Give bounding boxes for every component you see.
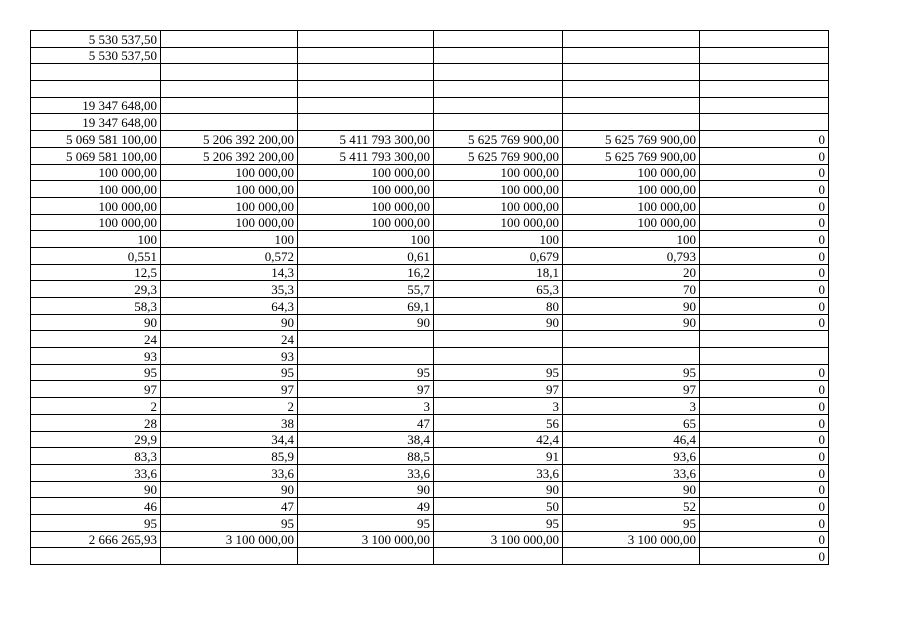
table-row (31, 197, 829, 214)
table-cell: 100 (434, 231, 563, 248)
table-cell: 100 000,00 (161, 164, 298, 181)
table-cell: 3 100 000,00 (563, 531, 700, 548)
table-cell: 0 (700, 298, 829, 315)
table-row (31, 364, 829, 381)
table-cell (563, 348, 700, 365)
table-cell: 0 (700, 498, 829, 515)
table-cell (434, 31, 563, 48)
table-cell: 33,6 (563, 464, 700, 481)
table-cell: 47 (298, 414, 434, 431)
table-row (31, 281, 829, 298)
table-cell (563, 64, 700, 81)
table-cell (700, 31, 829, 48)
table-cell: 0 (700, 514, 829, 531)
table-cell: 2 666 265,93 (31, 531, 161, 548)
table-cell: 95 (298, 364, 434, 381)
table-cell: 100 000,00 (298, 214, 434, 231)
table-row (31, 97, 829, 114)
table-cell (700, 348, 829, 365)
table-cell: 100 000,00 (563, 214, 700, 231)
table-row (31, 314, 829, 331)
table-cell: 5 625 769 900,00 (563, 131, 700, 148)
table-cell (563, 47, 700, 64)
table-cell: 0 (700, 131, 829, 148)
table-cell: 80 (434, 298, 563, 315)
table-cell: 29,3 (31, 281, 161, 298)
table-cell: 100 000,00 (434, 197, 563, 214)
table-cell: 95 (31, 514, 161, 531)
table-cell: 24 (31, 331, 161, 348)
table-cell: 46 (31, 498, 161, 515)
table-cell: 97 (563, 381, 700, 398)
table-cell: 97 (161, 381, 298, 398)
table-cell: 38,4 (298, 431, 434, 448)
table-cell: 100 000,00 (563, 197, 700, 214)
table-cell: 18,1 (434, 264, 563, 281)
table-cell: 90 (434, 481, 563, 498)
table-cell (298, 548, 434, 565)
table-cell: 16,2 (298, 264, 434, 281)
table-cell: 100 000,00 (161, 214, 298, 231)
table-row (31, 398, 829, 415)
table-cell: 95 (434, 364, 563, 381)
table-cell: 0 (700, 531, 829, 548)
table-cell: 0,551 (31, 247, 161, 264)
table-cell (700, 331, 829, 348)
table-cell: 100 000,00 (434, 164, 563, 181)
table-cell: 38 (161, 414, 298, 431)
table-cell: 28 (31, 414, 161, 431)
table-row (31, 81, 829, 98)
table-cell: 0 (700, 414, 829, 431)
table-cell: 83,3 (31, 448, 161, 465)
table-cell: 20 (563, 264, 700, 281)
table-row (31, 31, 829, 48)
table-cell: 50 (434, 498, 563, 515)
table-cell: 90 (31, 481, 161, 498)
table-cell (161, 47, 298, 64)
table-cell: 100 000,00 (298, 164, 434, 181)
table-cell: 42,4 (434, 431, 563, 448)
table-cell: 29,9 (31, 431, 161, 448)
table-cell: 46,4 (563, 431, 700, 448)
table-cell (161, 64, 298, 81)
table-cell (700, 114, 829, 131)
table-cell: 0 (700, 364, 829, 381)
table-cell: 93 (161, 348, 298, 365)
table-row (31, 448, 829, 465)
table-cell: 56 (434, 414, 563, 431)
table-cell (298, 114, 434, 131)
table-cell: 5 411 793 300,00 (298, 147, 434, 164)
table-cell: 100 000,00 (434, 214, 563, 231)
table-cell: 95 (31, 364, 161, 381)
table-cell: 100 000,00 (434, 181, 563, 198)
table-cell: 100 000,00 (31, 197, 161, 214)
table-cell (700, 64, 829, 81)
table-cell: 5 530 537,50 (31, 31, 161, 48)
table-cell (434, 331, 563, 348)
table-row (31, 514, 829, 531)
table-row (31, 164, 829, 181)
table-cell: 33,6 (298, 464, 434, 481)
table-cell: 2 (161, 398, 298, 415)
table-cell: 100 000,00 (31, 214, 161, 231)
table-cell: 69,1 (298, 298, 434, 315)
table-cell (434, 548, 563, 565)
table-cell: 0,679 (434, 247, 563, 264)
table-cell: 49 (298, 498, 434, 515)
table-cell: 0 (700, 281, 829, 298)
table-body (31, 31, 829, 565)
table-cell: 14,3 (161, 264, 298, 281)
table-cell: 93,6 (563, 448, 700, 465)
table-row (31, 498, 829, 515)
table-cell: 0 (700, 231, 829, 248)
table-cell (563, 331, 700, 348)
table-cell: 100 (563, 231, 700, 248)
table-cell: 5 625 769 900,00 (434, 147, 563, 164)
table-cell: 55,7 (298, 281, 434, 298)
table-cell: 3 100 000,00 (298, 531, 434, 548)
table-cell: 64,3 (161, 298, 298, 315)
table-cell (563, 97, 700, 114)
table-cell: 95 (434, 514, 563, 531)
table-cell: 85,9 (161, 448, 298, 465)
table-cell: 5 625 769 900,00 (563, 147, 700, 164)
table-cell: 5 625 769 900,00 (434, 131, 563, 148)
table-cell: 33,6 (161, 464, 298, 481)
table-cell: 2 (31, 398, 161, 415)
table-cell: 100 (161, 231, 298, 248)
table-cell: 100 000,00 (563, 164, 700, 181)
table-cell: 70 (563, 281, 700, 298)
table-cell: 33,6 (434, 464, 563, 481)
table-cell (700, 47, 829, 64)
table-cell: 3 (298, 398, 434, 415)
table-cell: 97 (434, 381, 563, 398)
table-cell (434, 114, 563, 131)
table-cell: 100 000,00 (31, 181, 161, 198)
table-cell: 3 (434, 398, 563, 415)
table-cell (298, 31, 434, 48)
table-row (31, 331, 829, 348)
table-cell (161, 81, 298, 98)
table-cell: 5 411 793 300,00 (298, 131, 434, 148)
table-cell: 100 (298, 231, 434, 248)
table-cell (298, 47, 434, 64)
table-cell: 0 (700, 448, 829, 465)
table-cell (434, 64, 563, 81)
table-cell (563, 81, 700, 98)
table-row (31, 464, 829, 481)
table-cell: 100 000,00 (161, 181, 298, 198)
table-cell: 0 (700, 197, 829, 214)
table-cell (563, 548, 700, 565)
table-cell: 0 (700, 381, 829, 398)
table-cell (563, 31, 700, 48)
table-cell (298, 97, 434, 114)
table-row (31, 348, 829, 365)
table-cell (700, 81, 829, 98)
table-cell: 24 (161, 331, 298, 348)
table-cell: 0 (700, 164, 829, 181)
table-cell (700, 97, 829, 114)
table-cell: 90 (31, 314, 161, 331)
table-row (31, 147, 829, 164)
table-cell: 65,3 (434, 281, 563, 298)
table-cell: 0 (700, 314, 829, 331)
table-cell: 100 000,00 (31, 164, 161, 181)
table-cell (161, 97, 298, 114)
table-row (31, 214, 829, 231)
table-cell (563, 114, 700, 131)
table-row (31, 47, 829, 64)
table-cell: 90 (434, 314, 563, 331)
table-cell (298, 64, 434, 81)
table-row (31, 64, 829, 81)
table-cell: 90 (563, 314, 700, 331)
table-cell: 95 (161, 514, 298, 531)
table-row (31, 431, 829, 448)
table-cell: 3 100 000,00 (161, 531, 298, 548)
table-row (31, 114, 829, 131)
table-cell: 100 000,00 (161, 197, 298, 214)
table-row (31, 131, 829, 148)
table-row (31, 247, 829, 264)
table-cell: 0 (700, 264, 829, 281)
table-cell (161, 548, 298, 565)
table-cell: 100 000,00 (298, 197, 434, 214)
table-cell: 90 (161, 314, 298, 331)
table-cell: 0 (700, 481, 829, 498)
table-cell: 97 (31, 381, 161, 398)
data-table (30, 30, 829, 565)
table-cell (31, 81, 161, 98)
table-cell: 90 (563, 481, 700, 498)
table-cell: 90 (298, 481, 434, 498)
table-cell: 100 000,00 (298, 181, 434, 198)
table-cell: 100 (31, 231, 161, 248)
table-cell: 91 (434, 448, 563, 465)
table-row (31, 264, 829, 281)
table-cell: 95 (161, 364, 298, 381)
table-cell (31, 64, 161, 81)
table-cell: 0 (700, 147, 829, 164)
table-cell: 33,6 (31, 464, 161, 481)
table-cell: 19 347 648,00 (31, 97, 161, 114)
table-cell: 3 100 000,00 (434, 531, 563, 548)
table-cell: 88,5 (298, 448, 434, 465)
table-cell (31, 548, 161, 565)
table-cell: 93 (31, 348, 161, 365)
table-cell (298, 81, 434, 98)
table-row (31, 414, 829, 431)
table-cell: 0 (700, 247, 829, 264)
table-cell (434, 47, 563, 64)
table-row (31, 298, 829, 315)
table-cell (298, 348, 434, 365)
table-cell (161, 114, 298, 131)
table-cell: 0,793 (563, 247, 700, 264)
table-cell: 100 000,00 (563, 181, 700, 198)
table-cell: 65 (563, 414, 700, 431)
table-cell: 90 (563, 298, 700, 315)
table-cell (161, 31, 298, 48)
table-cell: 0,572 (161, 247, 298, 264)
table-cell: 5 069 581 100,00 (31, 131, 161, 148)
table-cell (434, 97, 563, 114)
table-cell: 52 (563, 498, 700, 515)
table-cell: 0 (700, 398, 829, 415)
table-cell: 95 (298, 514, 434, 531)
table-cell: 12,5 (31, 264, 161, 281)
table-row (31, 231, 829, 248)
table-cell (434, 81, 563, 98)
table-cell: 3 (563, 398, 700, 415)
table-cell: 95 (563, 514, 700, 531)
table-cell: 0 (700, 181, 829, 198)
table-cell: 19 347 648,00 (31, 114, 161, 131)
table-cell: 34,4 (161, 431, 298, 448)
table-row (31, 381, 829, 398)
table-cell: 35,3 (161, 281, 298, 298)
table-cell: 5 206 392 200,00 (161, 147, 298, 164)
table-row (31, 181, 829, 198)
table-row (31, 481, 829, 498)
table-cell: 0 (700, 431, 829, 448)
table-cell: 90 (161, 481, 298, 498)
table-row (31, 531, 829, 548)
table-cell: 95 (563, 364, 700, 381)
table-cell: 0,61 (298, 247, 434, 264)
table-cell: 5 206 392 200,00 (161, 131, 298, 148)
table-cell: 58,3 (31, 298, 161, 315)
table-cell (434, 348, 563, 365)
table-cell: 0 (700, 214, 829, 231)
table-cell: 5 530 537,50 (31, 47, 161, 64)
table-row (31, 548, 829, 565)
table-cell: 47 (161, 498, 298, 515)
table-cell: 0 (700, 548, 829, 565)
table-cell: 97 (298, 381, 434, 398)
table-cell: 0 (700, 464, 829, 481)
table-cell: 5 069 581 100,00 (31, 147, 161, 164)
table-cell (298, 331, 434, 348)
table-cell: 90 (298, 314, 434, 331)
